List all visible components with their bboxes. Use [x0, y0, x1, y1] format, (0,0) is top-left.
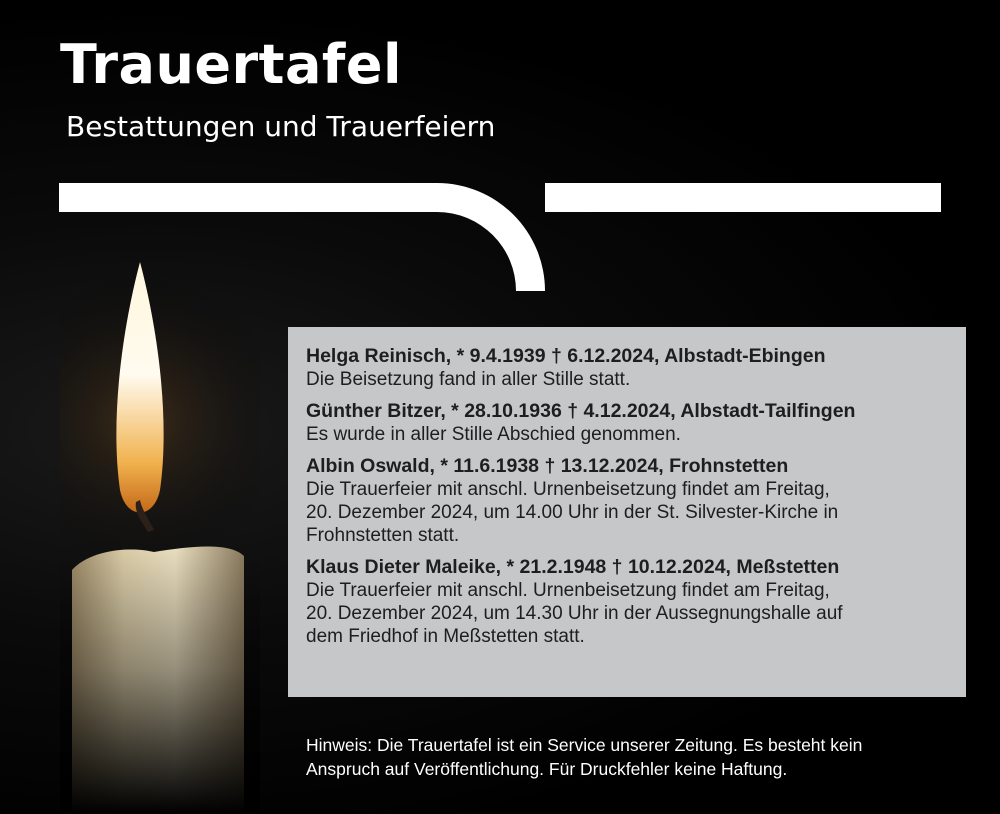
obituary-entry [306, 556, 946, 648]
obituary-entry [306, 400, 946, 446]
entry-text: Die Trauerfeier mit anschl. Urnenbeisetzung findet am Freitag, 20. Dezember 2024, um 14.30 Uhr in der Aussegnungshalle auf dem Friedhof in Meßstetten statt. [306, 580, 843, 647]
entry-heading: Albin Oswald, * 11.6.1938 † 13.12.2024, Frohnstetten [306, 455, 789, 477]
entry-heading: Klaus Dieter Maleike, * 21.2.1948 † 10.12.2024, Meßstetten [306, 556, 840, 578]
obituary-entry [306, 345, 946, 391]
entry-text: Die Trauerfeier mit anschl. Urnenbeisetzung findet am Freitag, 20. Dezember 2024, um 14.00 Uhr in der St. Silvester-Kirche in Frohnstetten statt. [306, 479, 839, 546]
divider-curve [437, 183, 545, 291]
divider-right-bar [545, 183, 941, 212]
disclaimer-note: Hinweis: Die Trauertafel ist ein Service unserer Zeitung. Es besteht kein Anspruch auf Veröffentlichung. Für Druckfehler keine Haftung. [306, 735, 863, 779]
entry-heading: Günther Bitzer, * 28.10.1936 † 4.12.2024, Albstadt-Tailfingen [306, 400, 856, 422]
page-title: Trauertafel [60, 33, 403, 96]
candle-image [60, 250, 260, 814]
candle-icon [60, 250, 260, 814]
entry-heading: Helga Reinisch, * 9.4.1939 † 6.12.2024, Albstadt-Ebingen [306, 345, 826, 367]
entry-text: Die Beisetzung fand in aller Stille statt. [306, 369, 631, 390]
obituary-entry [306, 455, 946, 547]
entry-text: Es wurde in aller Stille Abschied genommen. [306, 424, 681, 445]
obituary-panel [288, 327, 966, 697]
divider-left-bar [59, 183, 437, 212]
page-subtitle: Bestattungen und Trauerfeiern [66, 110, 496, 143]
